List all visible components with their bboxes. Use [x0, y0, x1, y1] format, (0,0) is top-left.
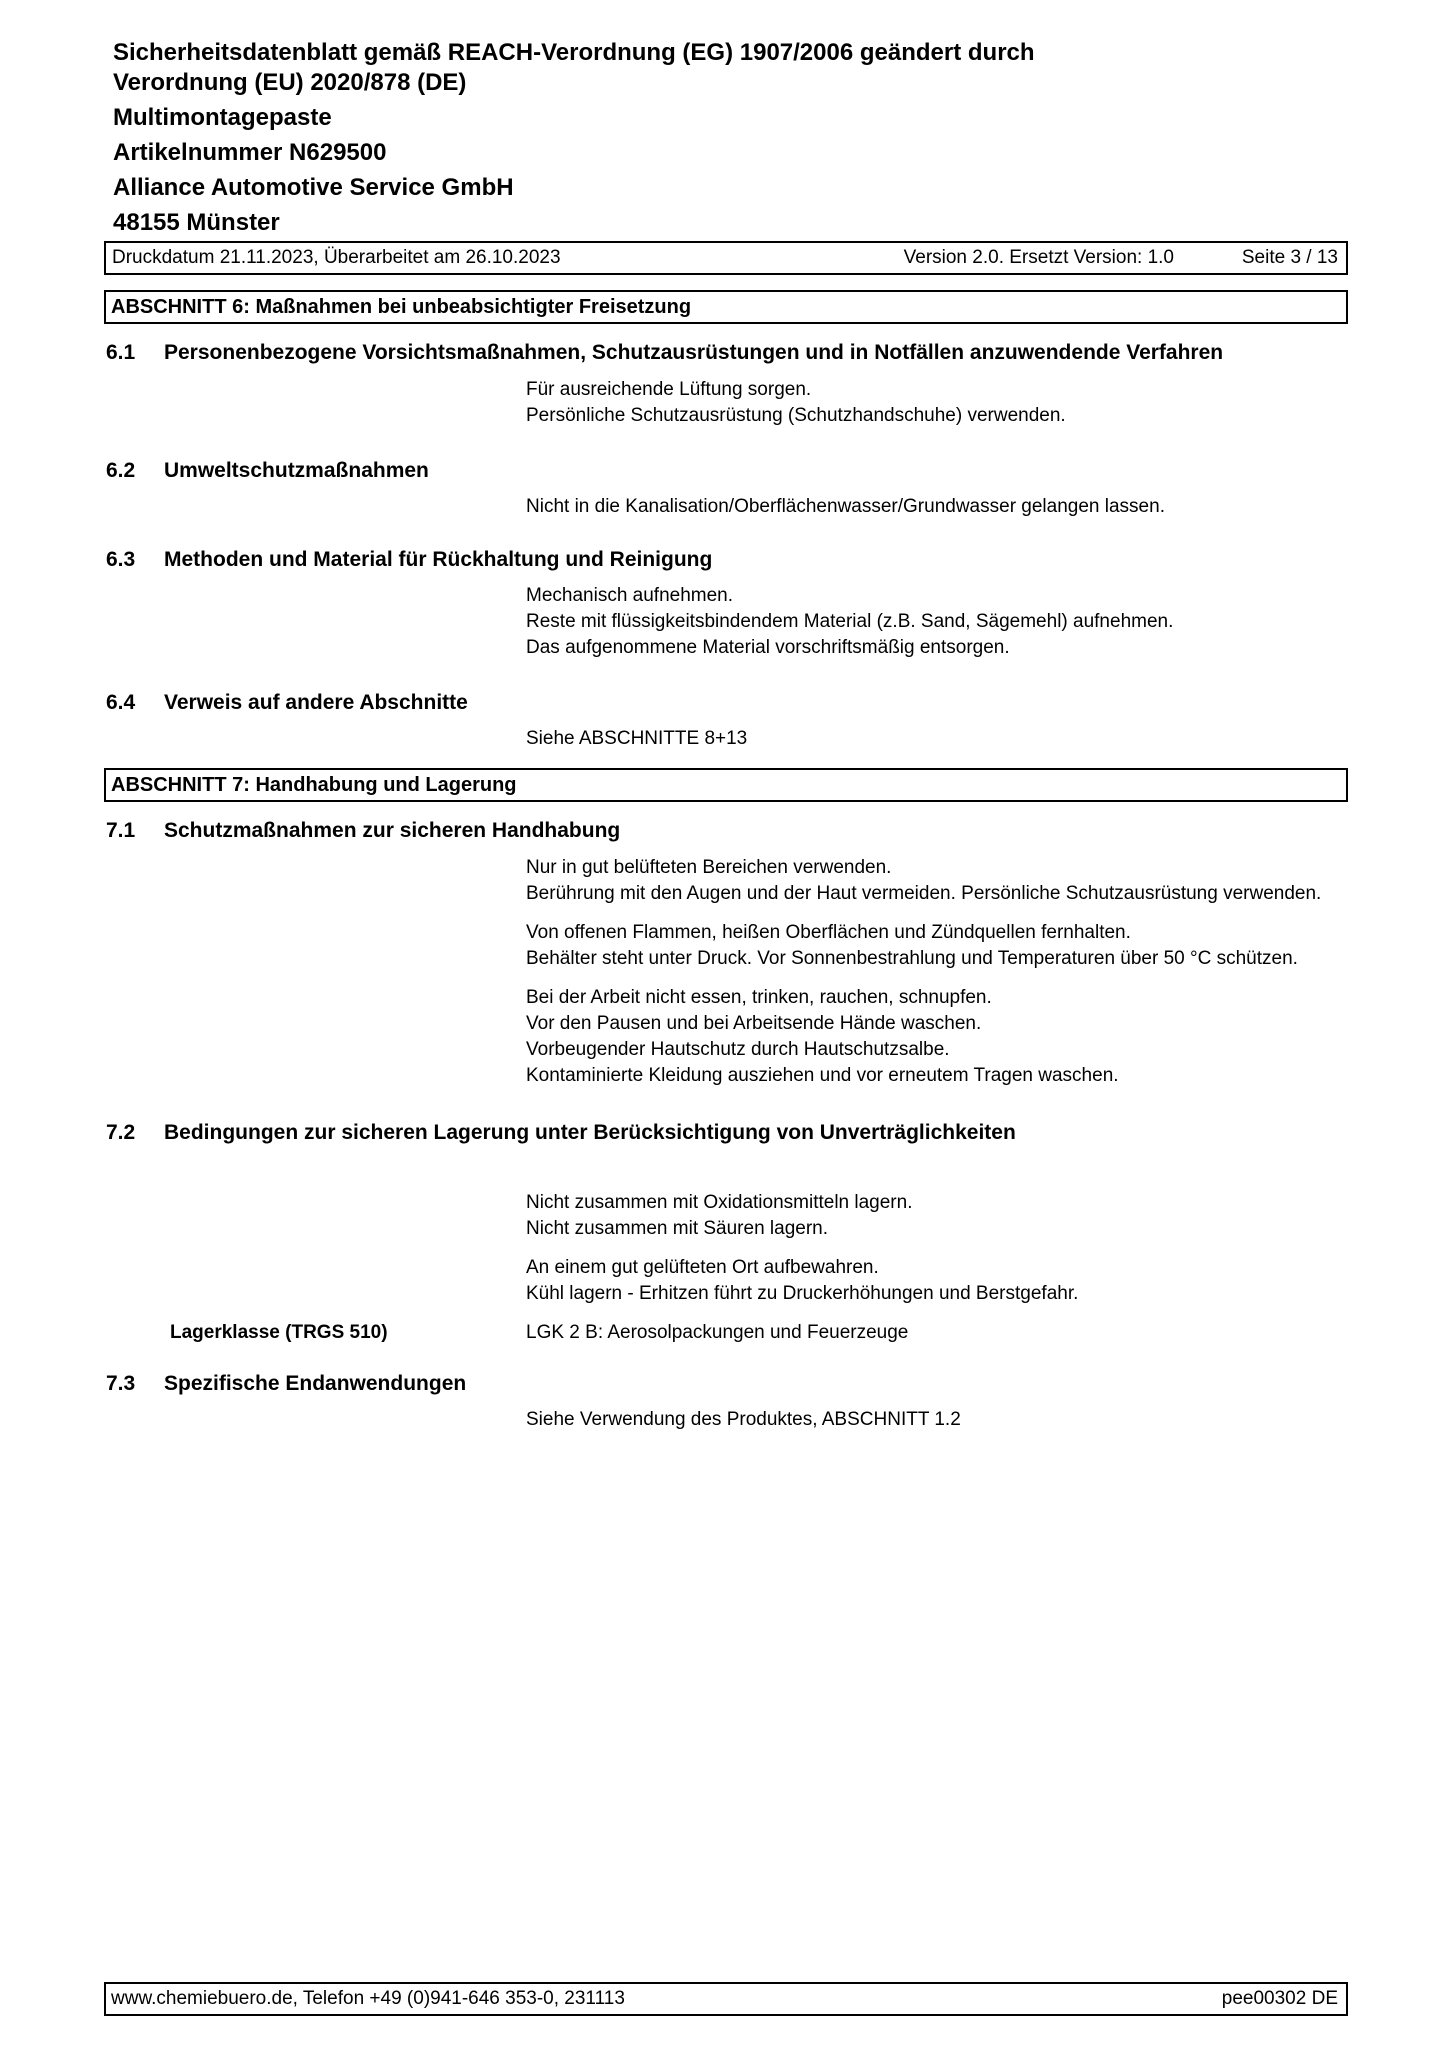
- text-line: Für ausreichende Lüftung sorgen.: [526, 379, 812, 400]
- text-line: Nicht zusammen mit Säuren lagern.: [526, 1218, 829, 1239]
- text-line: Das aufgenommene Material vorschriftsmäßig entsorgen.: [526, 637, 1010, 658]
- text-line: Von offenen Flammen, heißen Oberflächen und Zündquellen fernhalten.: [526, 922, 1131, 943]
- subsection-6-1-heading: [106, 340, 1223, 366]
- text-line: Nur in gut belüfteten Bereichen verwenden.: [526, 857, 892, 878]
- subsection-title: Verweis auf andere Abschnitte: [164, 691, 468, 714]
- text-line: Nicht in die Kanalisation/Oberflächenwasser/Grundwasser gelangen lassen.: [526, 496, 1165, 517]
- text-line: Mechanisch aufnehmen.: [526, 585, 734, 606]
- text-line: Behälter steht unter Druck. Vor Sonnenbestrahlung und Temperaturen über 50 °C schützen.: [526, 948, 1298, 969]
- subsection-number: 7.2: [106, 1121, 136, 1144]
- page-footer: [104, 1982, 1348, 2016]
- document-header: [113, 38, 1343, 238]
- print-revision-dates: Druckdatum 21.11.2023, Überarbeitet am 26.10.2023: [112, 247, 561, 268]
- subsection-title: Schutzmaßnahmen zur sicheren Handhabung: [164, 819, 621, 842]
- subsection-title: Umweltschutzmaßnahmen: [164, 459, 429, 482]
- subsection-number: 6.4: [106, 691, 136, 714]
- text-line: An einem gut gelüfteten Ort aufbewahren.: [526, 1257, 879, 1278]
- subsection-7-1-heading: [106, 818, 620, 844]
- subsection-6-3-text: [526, 583, 1173, 661]
- text-line: Berührung mit den Augen und der Haut vermeiden. Persönliche Schutzausrüstung verwenden.: [526, 883, 1322, 904]
- subsection-number: 6.2: [106, 459, 136, 482]
- footer-document-code: pee00302 DE: [1221, 1988, 1338, 2009]
- version-info: Version 2.0. Ersetzt Version: 1.0: [903, 247, 1174, 268]
- subsection-6-4-heading: [106, 690, 468, 716]
- company-name: Alliance Automotive Service GmbH: [113, 174, 514, 201]
- company-city: 48155 Münster: [113, 209, 280, 236]
- subsection-number: 6.1: [106, 341, 136, 364]
- document-meta-bar: [104, 241, 1348, 275]
- subsection-7-2-heading: [106, 1120, 1016, 1146]
- text-line: Vorbeugender Hautschutz durch Hautschutzsalbe.: [526, 1039, 950, 1060]
- section-6-heading: ABSCHNITT 6: Maßnahmen bei unbeabsichtigter Freisetzung: [104, 290, 1348, 324]
- article-number: Artikelnummer N629500: [113, 139, 387, 166]
- text-line: Bei der Arbeit nicht essen, trinken, rauchen, schnupfen.: [526, 987, 992, 1008]
- subsection-number: 7.3: [106, 1372, 136, 1395]
- subsection-title: Personenbezogene Vorsichtsmaßnahmen, Schutzausrüstungen und in Notfällen anzuwendende Verfahren: [164, 341, 1224, 364]
- text-line: Siehe ABSCHNITTE 8+13: [526, 728, 748, 749]
- text-line: Reste mit flüssigkeitsbindendem Material (z.B. Sand, Sägemehl) aufnehmen.: [526, 611, 1174, 632]
- document-title-line1: Sicherheitsdatenblatt gemäß REACH-Verordnung (EG) 1907/2006 geändert durch: [113, 39, 1035, 66]
- subsection-7-2-text: [526, 1190, 1078, 1307]
- subsection-6-2-text: [526, 494, 1165, 520]
- text-line: Vor den Pausen und bei Arbeitsende Hände waschen.: [526, 1013, 982, 1034]
- subsection-6-4-text: [526, 726, 747, 752]
- footer-contact: www.chemiebuero.de, Telefon +49 (0)941-646 353-0, 231113: [111, 1988, 625, 2009]
- subsection-number: 7.1: [106, 819, 136, 842]
- text-line: Kühl lagern - Erhitzen führt zu Druckerhöhungen und Berstgefahr.: [526, 1283, 1079, 1304]
- text-line: Nicht zusammen mit Oxidationsmitteln lagern.: [526, 1192, 913, 1213]
- text-line: Siehe Verwendung des Produktes, ABSCHNITT 1.2: [526, 1409, 961, 1430]
- subsection-title: Bedingungen zur sicheren Lagerung unter Berücksichtigung von Unverträglichkeiten: [164, 1121, 1016, 1144]
- subsection-6-2-heading: [106, 458, 429, 484]
- text-line: Kontaminierte Kleidung ausziehen und vor erneutem Tragen waschen.: [526, 1065, 1119, 1086]
- subsection-7-3-text: [526, 1407, 961, 1433]
- document-title-line2: Verordnung (EU) 2020/878 (DE): [113, 69, 467, 96]
- text-line: Persönliche Schutzausrüstung (Schutzhandschuhe) verwenden.: [526, 405, 1066, 426]
- subsection-number: 6.3: [106, 548, 136, 571]
- storage-class-label: Lagerklasse (TRGS 510): [170, 1322, 388, 1343]
- storage-class-value: LGK 2 B: Aerosolpackungen und Feuerzeuge: [526, 1322, 909, 1343]
- subsection-6-3-heading: [106, 547, 712, 573]
- page-number: Seite 3 / 13: [1241, 247, 1338, 268]
- subsection-7-1-text: [526, 855, 1321, 1089]
- section-7-heading: ABSCHNITT 7: Handhabung und Lagerung: [104, 768, 1348, 802]
- subsection-title: Methoden und Material für Rückhaltung und Reinigung: [164, 548, 713, 571]
- subsection-title: Spezifische Endanwendungen: [164, 1372, 467, 1395]
- product-name: Multimontagepaste: [113, 104, 332, 131]
- subsection-7-3-heading: [106, 1371, 466, 1397]
- subsection-6-1-text: [526, 377, 1066, 429]
